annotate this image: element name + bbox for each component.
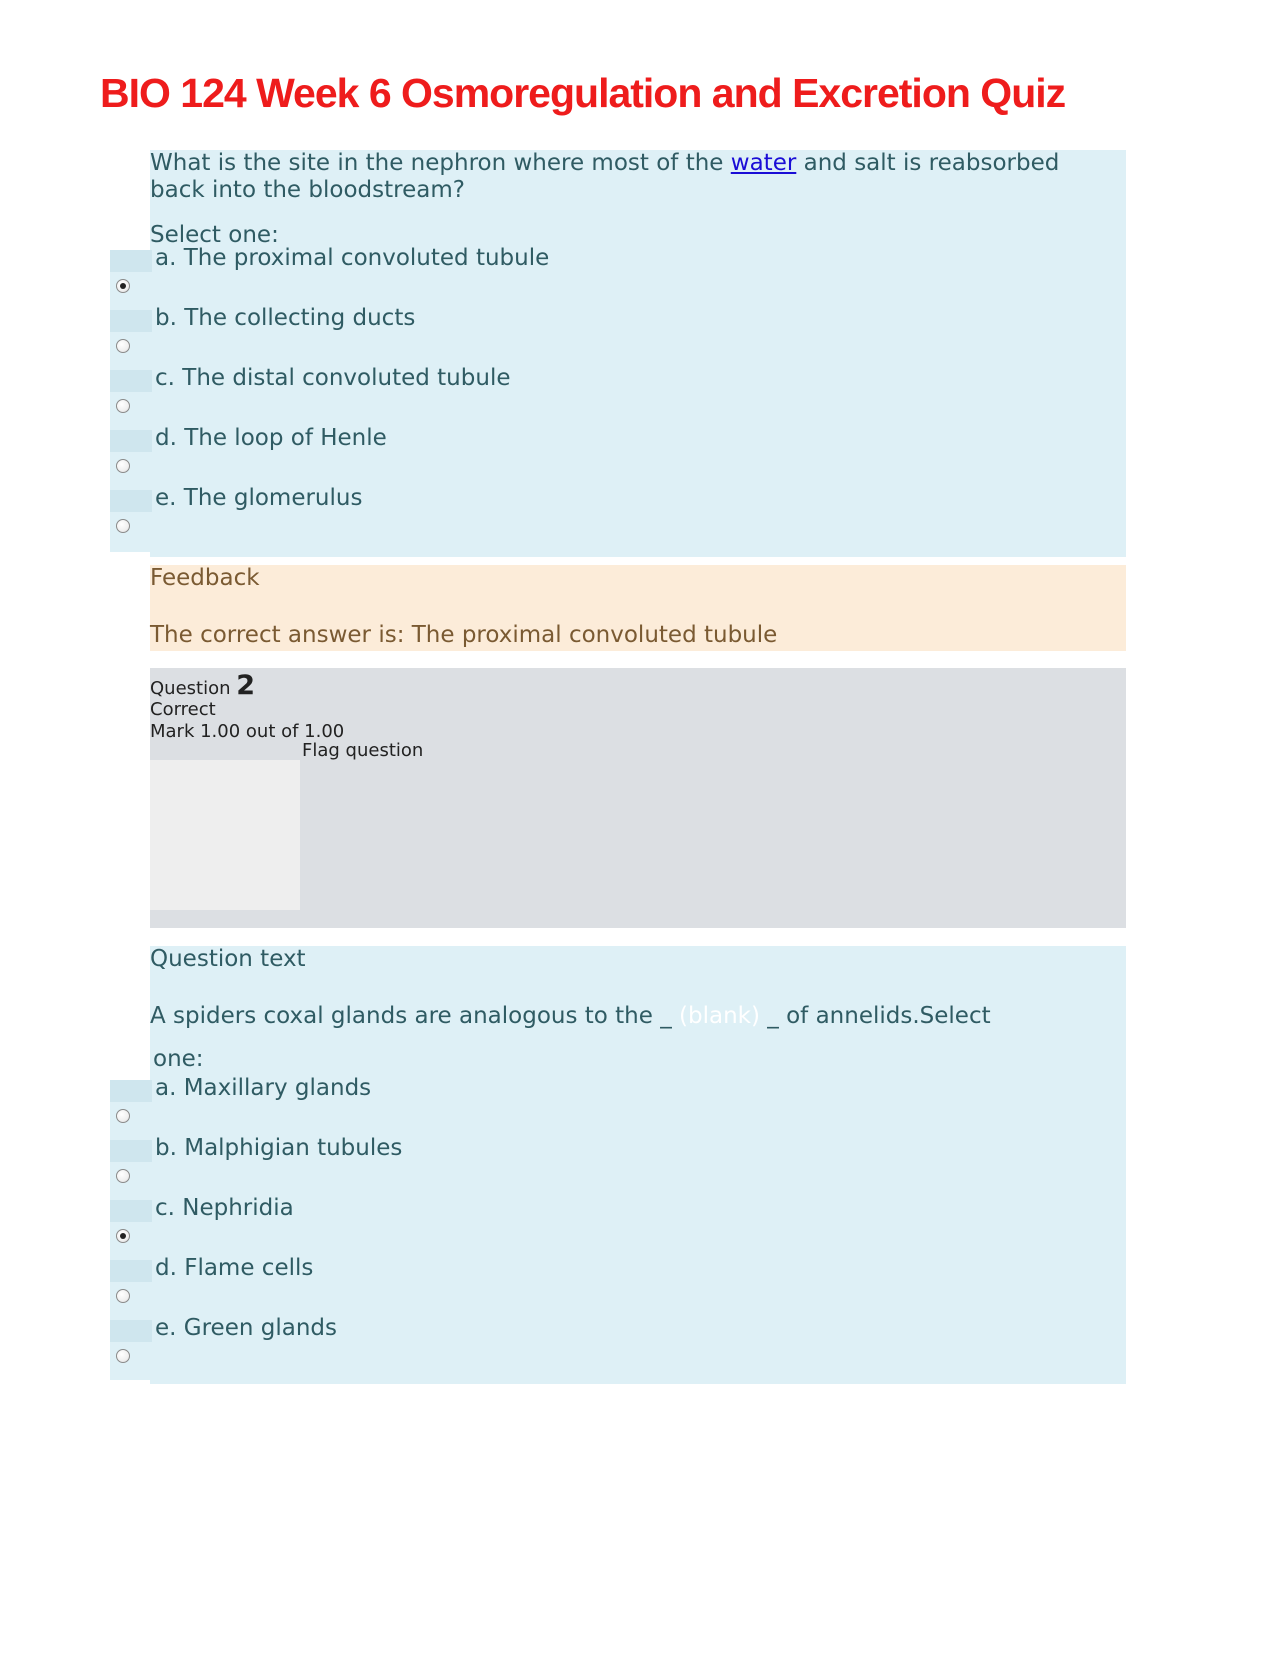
q2-option-b-label[interactable]: b. Malphigian tubules [155,1135,403,1161]
blank-placeholder: (blank) [679,1003,760,1029]
question-number: 2 [236,670,256,701]
question-status: Correct [150,699,216,720]
select-one-label: Select one: [150,222,279,248]
feedback-box [150,565,1126,651]
q2-option-a-label[interactable]: a. Maxillary glands [155,1075,372,1101]
q1-option-e [110,490,152,550]
q2-option-d-label[interactable]: d. Flame cells [155,1255,314,1281]
feedback-answer: The correct answer is: The proximal convoluted tubule [150,622,778,648]
q1-option-a [110,250,152,310]
question-1-text-line2: back into the bloodstream? [150,177,465,203]
q1-option-d-radio[interactable] [116,459,130,473]
q1-option-c-radio[interactable] [116,399,130,413]
q2-option-a [110,1080,152,1140]
q2-option-d [110,1260,152,1320]
q1-option-a-radio[interactable] [116,279,130,293]
question-text-heading: Question text [150,946,306,972]
q1-option-b-label[interactable]: b. The collecting ducts [155,305,416,331]
q2-option-e-radio[interactable] [116,1349,130,1363]
question-mark: Mark 1.00 out of 1.00 [150,721,345,742]
q1-option-e-radio[interactable] [116,519,130,533]
q1-option-b-radio[interactable] [116,339,130,353]
q1-option-c-label[interactable]: c. The distal convoluted tubule [155,365,511,391]
q2-option-c [110,1200,152,1260]
q2-option-d-radio[interactable] [116,1289,130,1303]
q1-option-d-label[interactable]: d. The loop of Henle [155,425,387,451]
q2-option-a-radio[interactable] [116,1109,130,1123]
question-1-text: What is the site in the nephron where most of the water and salt is reabsorbed [150,150,1060,176]
flag-question-link[interactable]: Flag question [302,740,424,761]
water-link[interactable]: water [730,150,797,176]
question-number-line: Question 2 [150,670,256,701]
page-title: BIO 124 Week 6 Osmoregulation and Excretion Quiz [100,70,1066,116]
q2-option-c-radio[interactable] [116,1229,130,1243]
q2-option-b [110,1140,152,1200]
q1-option-d [110,430,152,490]
q2-option-e-label[interactable]: e. Green glands [155,1315,337,1341]
q1-option-e-label[interactable]: e. The glomerulus [155,485,363,511]
feedback-title: Feedback [150,565,260,591]
q2-option-b-radio[interactable] [116,1169,130,1183]
q1-option-a-label[interactable]: a. The proximal convoluted tubule [155,245,550,271]
flag-image-placeholder [150,760,300,910]
select-one-label-2: one: [153,1046,204,1072]
question-2-text: A spiders coxal glands are analogous to the _ (blank) _ of annelids.Select [150,1003,991,1029]
q2-option-c-label[interactable]: c. Nephridia [155,1195,294,1221]
q2-option-e [110,1320,152,1380]
q1-option-b [110,310,152,370]
question-2-info [150,668,1126,928]
q1-option-c [110,370,152,430]
